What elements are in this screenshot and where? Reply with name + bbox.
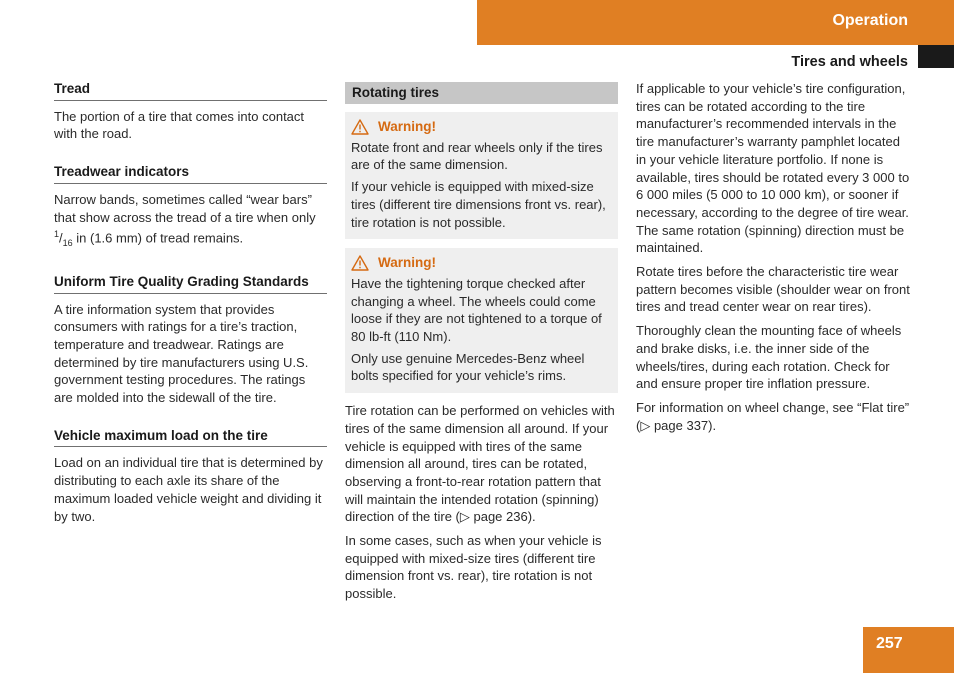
fraction-numerator: 1 xyxy=(54,229,60,240)
treadwear-text-1: Narrow bands, sometimes called “wear bars” that show across the tread of a tire when only xyxy=(54,191,316,225)
tread-text: The portion of a tire that comes into contact with the road. xyxy=(54,108,305,142)
utqg-heading: Uniform Tire Quality Grading Standards xyxy=(54,273,327,294)
rotation-text-2: In some cases, such as when your vehicle is equipped with mixed-size tires (different tire dimension front vs. rear), tire rotation is not possible. xyxy=(345,533,602,602)
treadwear-text-2: in (1.6 mm) of tread remains. xyxy=(72,230,244,246)
warning-label-1: Warning! xyxy=(378,119,436,134)
rotation-text-1: Tire rotation can be performed on vehicles with tires of the same dimension all around. If your vehicle is equipped with tires of the same dimension all around, tires can be rotated, observing a front-to-rear rotation pattern that will maintain the intended rotation (spinning) direction of the tire (▷ page 236). xyxy=(345,403,615,525)
page-number: 257 xyxy=(876,635,903,652)
subsection-title: Tires and wheels xyxy=(791,54,908,70)
fraction-slash: / xyxy=(59,230,63,246)
column-rotating-tires xyxy=(345,82,618,609)
wear-pattern-text: Rotate tires before the characteristic tire wear pattern becomes visible (shoulder wear on front tires and tread center wear on rear tires). xyxy=(636,264,910,315)
page-number-box xyxy=(863,627,954,673)
warning-label-2: Warning! xyxy=(378,255,436,271)
intervals-text: If applicable to your vehicle’s tire configuration, tires can be rotated according to the tire manufacturer’s recommended intervals in the tire manufacturer’s warranty pamphlet located in your vehicle literature portfolio. If none is available, tires should be rotated every 3 000 to 6 000 miles (5 000 to 10 000 km), or sooner if necessary, according to the degree of tire wear. The same rotation (spinning) direction must be maintained. xyxy=(636,81,910,256)
warning-1-text-2: If your vehicle is equipped with mixed-size tires (different tire dimensions front vs. rear), tire rotation is not possible. xyxy=(351,179,606,230)
column-glossary xyxy=(54,80,327,545)
section-tab-marker xyxy=(918,45,954,68)
warning-header-2 xyxy=(351,254,612,272)
maxload-heading: Vehicle maximum load on the tire xyxy=(54,427,327,448)
fraction-denominator: 16 xyxy=(62,238,73,249)
rotating-tires-heading: Rotating tires xyxy=(345,82,618,104)
warning-1-text-1: Rotate front and rear wheels only if the tires are of the same dimension. xyxy=(351,139,603,173)
tread-heading: Tread xyxy=(54,80,327,101)
treadwear-heading: Treadwear indicators xyxy=(54,163,327,184)
flat-tire-reference: For information on wheel change, see “Flat tire” (▷ page 337). xyxy=(636,399,910,433)
maxload-text: Load on an individual tire that is determined by distributing to each axle its share of the maximum loaded vehicle weight and dividing it by two. xyxy=(54,455,323,524)
column-rotation-intervals xyxy=(636,80,911,440)
header-bar xyxy=(477,0,954,45)
warning-triangle-icon xyxy=(351,255,369,271)
warning-box-2 xyxy=(345,248,618,393)
warning-triangle-icon xyxy=(351,119,369,135)
warning-box-1 xyxy=(345,112,618,239)
warning-2-text-1: Have the tightening torque checked after changing a wheel. The wheels could come loose if they are not tightened to a torque of 80 lb-ft (110 Nm). xyxy=(351,275,602,345)
cleaning-text: Thoroughly clean the mounting face of wheels and brake disks, i.e. the inner side of the wheels/tires, during each rotation. Check for and ensure proper tire inflation pressure. xyxy=(636,323,902,392)
treadwear-text xyxy=(54,191,327,253)
warning-2-text-2: Only use genuine Mercedes-Benz wheel bolts specified for your vehicle’s rims. xyxy=(351,350,585,384)
section-title: Operation xyxy=(832,12,908,29)
warning-header-1 xyxy=(351,118,612,136)
utqg-text: A tire information system that provides consumers with ratings for a tire’s traction, temperature and treadwear. Ratings are determined by tire manufacturers using U.S. government testing procedures. The ratings are molded into the sidewall of the tire. xyxy=(54,301,309,406)
